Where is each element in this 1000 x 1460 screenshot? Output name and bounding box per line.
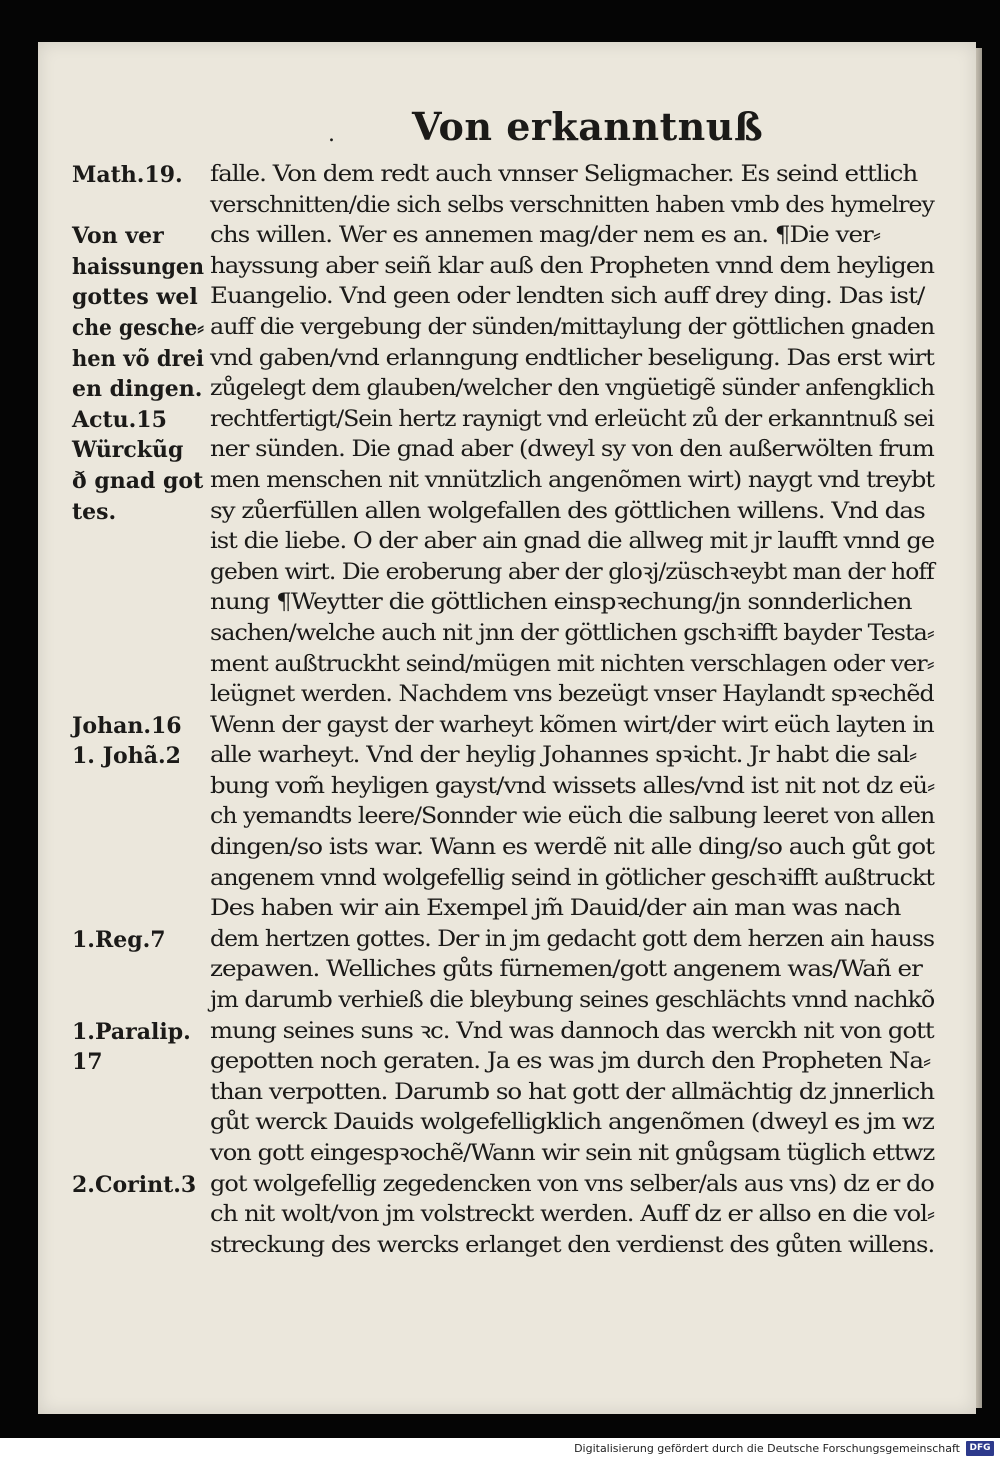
margin-note: 17 xyxy=(72,1049,103,1076)
head-dot: . xyxy=(328,122,335,147)
margin-note: che gesche⸗ xyxy=(72,315,205,341)
margin-note: Johan.16 xyxy=(72,712,182,739)
text-line: ch nit wolt/von jm volstreckt werden. Auff dz er allso en die vol⸗ xyxy=(210,1202,935,1228)
text-line: Des haben wir ain Exempel jm̃ Dauid/der ain man was nach xyxy=(210,896,901,922)
margin-note: ð gnad got xyxy=(72,468,204,494)
text-line: bung vom̃ heyligen gayst/vnd wissets alles/vnd ist nit not dz eü⸗ xyxy=(210,773,935,799)
margin-note: Actu.15 xyxy=(72,406,167,433)
text-line: verschnitten/die sich selbs verschnitten haben vmb des hymelrey xyxy=(210,192,934,218)
text-line: Wenn der gayst der warheyt kõmen wirt/der wirt eüch layten in xyxy=(210,712,934,738)
text-line: got wolgefellig zegedencken von vns selber/als aus vns) dz er do xyxy=(210,1171,934,1197)
margin-note: 1. Johã.2 xyxy=(72,743,181,770)
text-line: falle. Von dem redt auch vnnser Seligmacher. Es seind ettlich xyxy=(210,162,918,187)
text-line: jm darumb verhieß die bleybung seines geschlächts vnnd nachkõ xyxy=(210,988,935,1014)
text-line: zepawen. Welliches gůts fürnemen/gott angenem was/Wañ er xyxy=(210,957,922,983)
text-line: angenem vnnd wolgefellig seind in götlicher geschꝛifft außtruckt xyxy=(210,865,935,891)
text-line: chs willen. Wer es annemen mag/der nem es an. ¶Die ver⸗ xyxy=(210,223,881,249)
text-line: geben wirt. Die eroberung aber der gloꝛj/züschꝛeybt man der hoff xyxy=(210,559,934,585)
margin-note: 1.Paralip. xyxy=(72,1018,191,1045)
text-line: alle warheyt. Vnd der heylig Johannes spꝛicht. Jr habt die sal⸗ xyxy=(210,743,917,769)
text-line: gůt werck Dauids wolgefelligklich angenõmen (dweyl es jm wz xyxy=(210,1110,934,1136)
body-text xyxy=(210,160,934,1261)
text-line: ch yemandts leere/Sonnder wie eüch die salbung leeret von allen xyxy=(210,804,935,830)
running-head: Von erkanntnuß xyxy=(412,104,764,149)
margin-note: 2.Corint.3 xyxy=(72,1171,197,1198)
text-line: dingen/so ists war. Wann es werdẽ nit alle ding/so auch gůt got xyxy=(210,835,935,861)
text-line: dem hertzen gottes. Der in jm gedacht gott dem herzen ain hauss xyxy=(210,926,935,952)
text-line: than verpotten. Darumb so hat gott der allmächtig dz jnnerlich xyxy=(210,1079,935,1105)
text-line: Euangelio. Vnd geen oder lendten sich auff drey ding. Das ist/ xyxy=(210,284,925,310)
text-line: hayssung aber seiñ klar auß den Propheten vnnd dem heyligen xyxy=(210,253,935,279)
text-line: streckung des wercks erlanget den verdienst des gůten willens. xyxy=(210,1232,935,1258)
margin-note: en dingen. xyxy=(72,376,203,403)
margin-note: haissungen xyxy=(72,253,205,280)
text-line: auff die vergebung der sünden/mittaylung der göttlichen gnaden xyxy=(210,314,935,340)
text-line: men menschen nit vnnützlich angenõmen wirt) naygt vnd treybt xyxy=(210,467,935,493)
margin-note: gottes wel xyxy=(72,284,198,311)
text-line: zůgelegt dem glauben/welcher den vngüetigẽ sünder anfengklich xyxy=(210,376,935,402)
text-line: vnd gaben/vnd erlanngung endtlicher beseligung. Das erst wirt xyxy=(210,345,934,371)
text-line: von gott eingespꝛochẽ/Wann wir sein nit gnůgsam tüglich ettwz xyxy=(210,1141,935,1166)
text-line: ner sünden. Die gnad aber (dweyl sy von den außerwölten frum xyxy=(210,437,934,463)
footer-credit: Digitalisierung gefördert durch die Deutsche Forschungsgemeinschaft xyxy=(574,1442,960,1455)
text-line: mung seines suns ꝛc. Vnd was dannoch das werckh nit von gott xyxy=(210,1018,934,1044)
margin-note: 1.Reg.7 xyxy=(72,927,166,953)
margin-note: tes. xyxy=(72,498,117,525)
footer-bar xyxy=(0,1438,1000,1460)
dfg-logo: DFG xyxy=(966,1441,994,1456)
text-line: leügnet werden. Nachdem vns bezeügt vnser Haylandt spꝛechẽd xyxy=(210,682,934,708)
margin-note: Von ver xyxy=(72,223,164,250)
margin-note: Math.19. xyxy=(72,162,183,188)
text-line: sy zůerfüllen allen wolgefallen des göttlichen willens. Vnd das xyxy=(210,498,925,524)
text-line: ist die liebe. O der aber ain gnad die allweg mit jr laufft vnnd ge xyxy=(210,529,935,555)
margin-note: hen võ drei xyxy=(72,345,205,372)
text-line: sachen/welche auch nit jnn der göttlichen gschꝛifft bayder Testa⸗ xyxy=(210,620,934,646)
text-line: ment außtruckht seind/mügen mit nichten verschlagen oder ver⸗ xyxy=(210,651,934,677)
margin-note: Würckũg xyxy=(72,437,184,464)
text-line: nung ¶Weytter die göttlichen einspꝛechung/jn sonnderlichen xyxy=(210,590,912,616)
text-line: rechtfertigt/Sein hertz raynigt vnd erleücht zů der erkanntnuß sei xyxy=(210,406,934,432)
text-line: gepotten noch geraten. Ja es was jm durch den Propheten Na⸗ xyxy=(210,1049,931,1075)
